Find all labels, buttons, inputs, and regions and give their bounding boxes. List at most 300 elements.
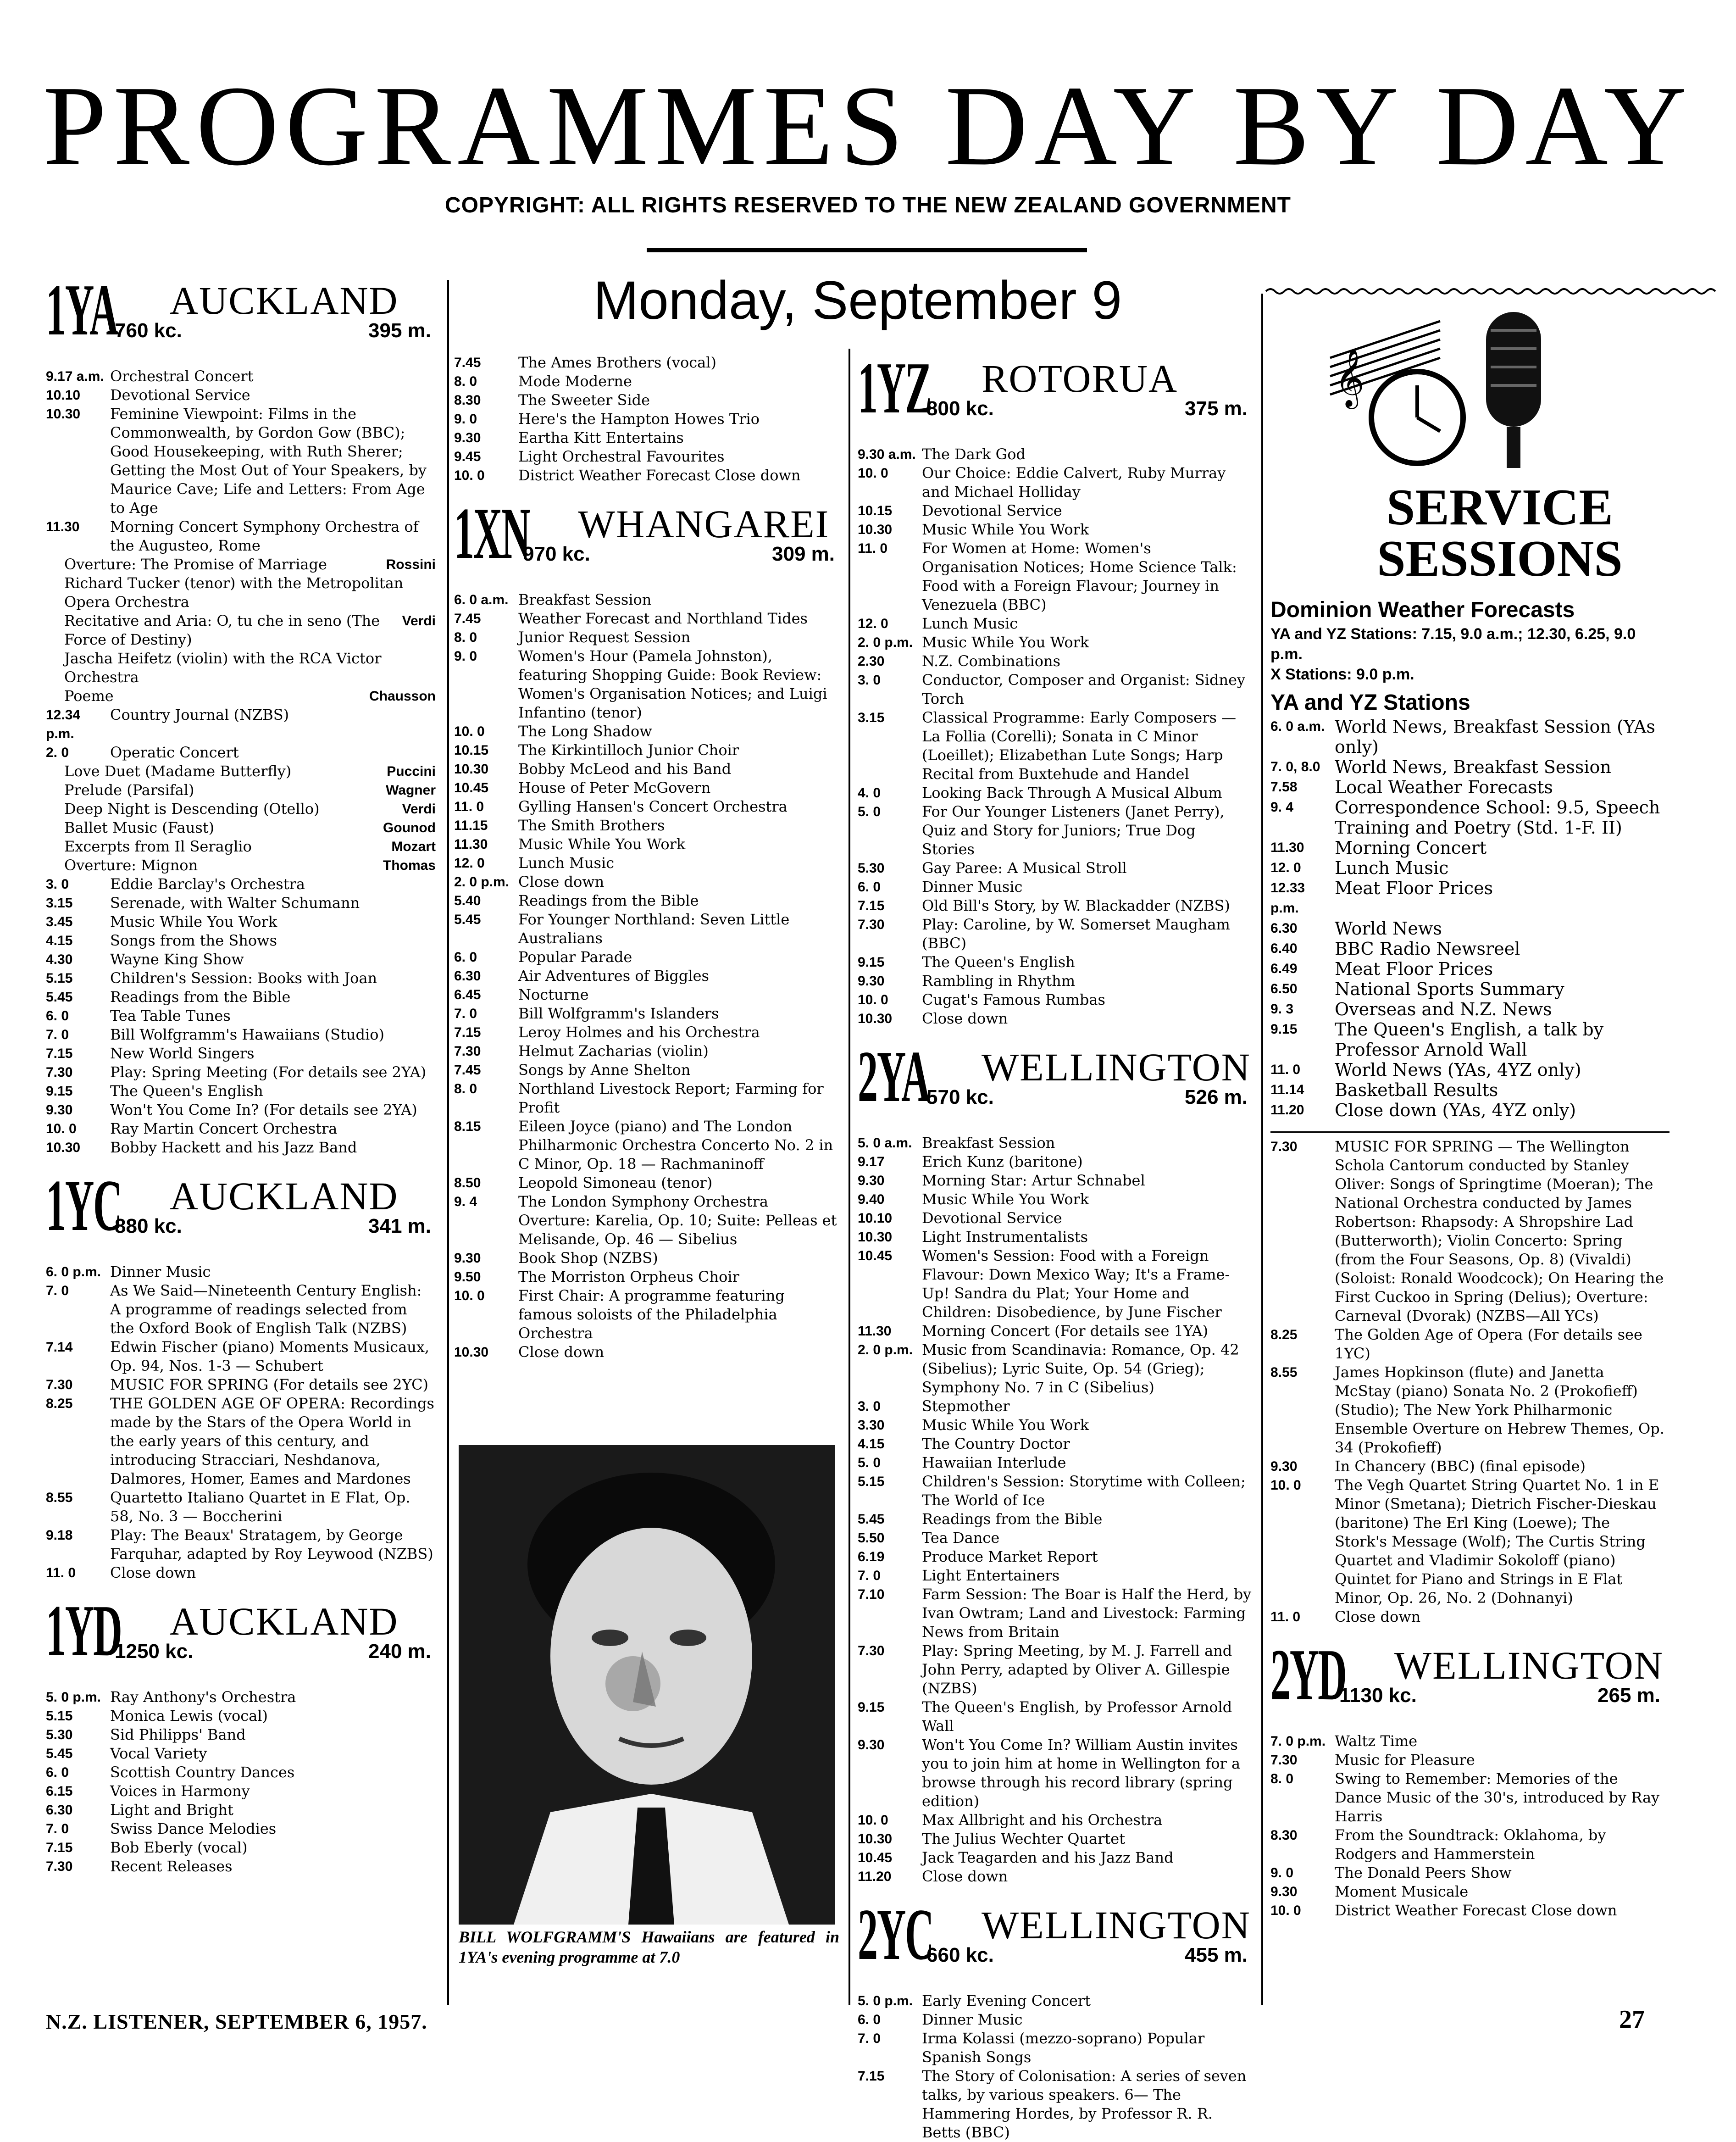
programme-title: House of Peter McGovern — [518, 779, 711, 796]
list-item — [1270, 1457, 1669, 1476]
list-item — [46, 1007, 440, 1025]
list-item — [858, 633, 1257, 652]
programme-time: 9.40 — [858, 1192, 885, 1207]
programme-title: Morning Concert Symphony Orchestra of the Augusteo, Rome — [110, 518, 419, 554]
list-item — [858, 1397, 1257, 1416]
list-item — [858, 1171, 1257, 1190]
programme-time: 10.45 — [454, 780, 489, 796]
programme-title: Looking Back Through A Musical Album — [922, 784, 1222, 801]
programme-title: Sid Philipps' Band — [110, 1726, 246, 1743]
work-title: Recitative and Aria: O, tu che in seno (The Force of Destiny) — [64, 612, 380, 648]
composer: Rossini — [386, 557, 436, 572]
programme-title: Songs from the Shows — [110, 932, 277, 949]
wavelength: 526 m. — [1185, 1086, 1248, 1108]
programme-time: 5.15 — [46, 1708, 73, 1724]
programme-title: Dinner Music — [110, 1263, 211, 1280]
programme-title: World News — [1335, 918, 1442, 939]
frequency: 880 kc. — [115, 1215, 182, 1237]
frequency: 970 kc. — [523, 543, 590, 565]
programme-title: Dinner Music — [922, 878, 1023, 896]
portrait-photo — [459, 1445, 835, 1925]
list-item — [858, 1566, 1257, 1585]
programme-title: Play: Caroline, by W. Somerset Maugham (BBC) — [922, 916, 1230, 952]
programme-title: Play: The Beaux' Stratagem, by George Farquhar, adapted by Roy Leywood (NZBS) — [110, 1526, 433, 1563]
programme-time: 12.33 p.m. — [1270, 880, 1305, 916]
programme-title: Junior Request Session — [518, 629, 691, 646]
call-sign: 1YZ — [858, 347, 931, 428]
programme-time: 2. 0 p.m. — [858, 635, 913, 650]
music-selection — [46, 837, 440, 856]
list-item — [858, 1736, 1257, 1811]
list-item — [46, 931, 440, 950]
programme-title: Early Evening Concert — [922, 1992, 1091, 2009]
programme-time: 6.49 — [1270, 961, 1298, 976]
programme-time: 8.50 — [454, 1175, 481, 1191]
programme-time: 9.30 — [46, 1102, 73, 1118]
programme-title: Devotional Service — [922, 502, 1062, 519]
list-item — [1270, 838, 1669, 858]
programme-title: Book Shop (NZBS) — [518, 1249, 658, 1267]
list-item — [454, 1042, 844, 1061]
list-item — [454, 428, 844, 447]
programme-time: 10. 0 — [858, 992, 888, 1007]
list-item — [858, 990, 1257, 1009]
list-item — [46, 1744, 440, 1763]
work-title: Overture: Mignon — [64, 857, 198, 874]
programme-title: Produce Market Report — [922, 1548, 1098, 1565]
list-item — [858, 1641, 1257, 1698]
programme-title: Moment Musicale — [1335, 1883, 1469, 1900]
list-item — [46, 1725, 440, 1744]
programme-title: Devotional Service — [922, 1209, 1062, 1227]
list-item — [46, 367, 440, 386]
programme-title: Close down (YAs, 4YZ only) — [1335, 1100, 1576, 1120]
programme-title: Close down — [1335, 1608, 1421, 1625]
programme-time: 10. 0 — [454, 1288, 485, 1303]
music-selection — [46, 818, 440, 837]
programme-title: Close down — [922, 1010, 1008, 1027]
list-item — [46, 386, 440, 405]
programme-title: The Julius Wechter Quartet — [922, 1830, 1126, 1847]
programme-time: 6. 0 — [858, 879, 881, 895]
programme-title: The Queen's English, by Professor Arnold Wall — [922, 1698, 1232, 1735]
list-item — [858, 784, 1257, 802]
list-item — [454, 353, 844, 372]
programme-title: Devotional Service — [110, 386, 250, 404]
list-item — [454, 873, 844, 891]
programme-title: Light Orchestral Favourites — [518, 448, 725, 465]
schedule-2ya — [858, 1134, 1257, 1886]
programme-title: Ray Anthony's Orchestra — [110, 1688, 296, 1706]
programme-time: 11.30 — [1270, 840, 1304, 855]
programme-title: The Smith Brothers — [518, 817, 665, 834]
programme-time: 2. 0 — [46, 745, 69, 760]
music-selection — [46, 649, 440, 687]
programme-time: 7. 0, 8.0 — [1270, 759, 1320, 774]
list-item — [858, 896, 1257, 915]
wavelength: 455 m. — [1185, 1944, 1248, 1966]
programme-title: Cugat's Famous Rumbas — [922, 991, 1105, 1008]
programme-time: 10.45 — [858, 1248, 893, 1263]
list-item — [46, 894, 440, 912]
programme-time: 9.15 — [1270, 1022, 1298, 1037]
programme-title: Music While You Work — [922, 1416, 1089, 1434]
list-item — [46, 1101, 440, 1119]
list-item — [46, 1281, 440, 1338]
microphone-clock-icon — [1321, 303, 1578, 473]
list-item — [858, 652, 1257, 671]
list-item — [454, 1343, 844, 1362]
programme-title: Eddie Barclay's Orchestra — [110, 875, 305, 893]
programme-title: The Queen's English — [922, 953, 1075, 971]
list-item — [46, 1526, 440, 1563]
list-item — [46, 1819, 440, 1838]
list-item — [454, 1023, 844, 1042]
list-item — [46, 405, 440, 517]
call-sign: 1YC — [46, 1164, 122, 1246]
list-item — [454, 891, 844, 910]
programme-time: 9.17 a.m. — [46, 369, 104, 384]
list-item — [454, 985, 844, 1004]
list-item — [858, 1453, 1257, 1472]
photo-caption: BILL WOLFGRAMM'S Hawaiians are featured in 1YA's evening programme at 7.0 — [459, 1928, 839, 1966]
work-title: Prelude (Parsifal) — [64, 781, 194, 799]
work-title: Jascha Heifetz (violin) with the RCA Victor Orchestra — [64, 650, 382, 686]
programme-time: 9.30 — [1270, 1884, 1298, 1899]
programme-time: 7. 0 — [858, 1568, 881, 1583]
programme-time: 8.55 — [1270, 1365, 1298, 1380]
music-selection — [46, 856, 440, 875]
programme-time: 7.15 — [46, 1840, 73, 1855]
programme-time: 9.50 — [454, 1269, 481, 1285]
section-rule — [1270, 1131, 1669, 1133]
list-item — [1270, 1864, 1669, 1882]
programme-title: The Long Shadow — [518, 723, 652, 740]
list-item — [454, 948, 844, 967]
programme-title: Lunch Music — [1335, 858, 1449, 878]
programme-time: 12.34 p.m. — [46, 707, 81, 741]
programme-title: Rambling in Rhythm — [922, 972, 1076, 990]
list-item — [454, 609, 844, 628]
programme-time: 9.15 — [46, 1084, 73, 1099]
programme-time: 6. 0 a.m. — [454, 592, 509, 607]
programme-time: 8.25 — [46, 1396, 73, 1411]
programme-time: 2.30 — [858, 654, 885, 669]
list-item — [858, 464, 1257, 501]
programme-title: Conductor, Composer and Organist: Sidney Torch — [922, 671, 1246, 707]
programme-title: The London Symphony Orchestra Overture: Karelia, Op. 10; Suite: Pelleas et Melisande, Op. 46 — Sibelius — [518, 1193, 837, 1248]
programme-title: Stepmother — [922, 1397, 1010, 1415]
list-item — [454, 1079, 844, 1117]
list-item — [858, 1246, 1257, 1322]
programme-time: 9. 4 — [1270, 800, 1294, 815]
programme-time: 7.30 — [858, 917, 885, 932]
schedule-2yc — [858, 1992, 1257, 2142]
programme-title: Local Weather Forecasts — [1335, 777, 1553, 797]
svg-text:𝄞: 𝄞 — [1335, 348, 1365, 406]
programme-title: Won't You Come In? William Austin invites you to join him at home in Wellington for a browse through his record library (spring edition) — [922, 1736, 1241, 1810]
programme-title: World News, Breakfast Session (YAs only) — [1335, 717, 1655, 757]
list-item — [46, 706, 440, 743]
composer: Verdi — [402, 613, 436, 629]
composer: Puccini — [387, 764, 436, 779]
programme-title: Readings from the Bible — [110, 988, 291, 1006]
wavelength: 375 m. — [1185, 397, 1248, 420]
list-item — [858, 1510, 1257, 1529]
programme-time: 11.14 — [1270, 1082, 1304, 1097]
column-3 — [858, 347, 1257, 2141]
programme-time: 11. 0 — [46, 1565, 76, 1580]
service-sessions-heading — [1335, 479, 1665, 587]
list-item — [858, 1472, 1257, 1510]
list-item — [454, 816, 844, 835]
programme-title: Irma Kolassi (mezzo-soprano) Popular Spanish Songs — [922, 2030, 1205, 2066]
programme-time: 9.15 — [858, 1700, 885, 1715]
list-item — [858, 445, 1257, 464]
list-item — [454, 1192, 844, 1249]
list-item — [454, 447, 844, 466]
programme-time: 7.30 — [1270, 1753, 1298, 1768]
programme-time: 8. 0 — [454, 630, 477, 645]
frequency: 1130 kc. — [1339, 1684, 1417, 1707]
programme-time: 8. 0 — [1270, 1771, 1294, 1786]
programme-title: Helmut Zacharias (violin) — [518, 1042, 709, 1060]
list-item — [1270, 1901, 1669, 1920]
programme-title: Gylling Hansen's Concert Orchestra — [518, 798, 788, 815]
list-item — [46, 743, 440, 762]
programme-title: The Kirkintilloch Junior Choir — [518, 741, 739, 759]
programme-title: District Weather Forecast Close down — [1335, 1902, 1617, 1919]
list-item — [858, 1848, 1257, 1867]
frequency: 760 kc. — [115, 319, 182, 342]
programme-time: 7.15 — [454, 1025, 481, 1040]
column-1 — [46, 269, 440, 2000]
programme-time: 5.45 — [858, 1512, 885, 1527]
programme-title: Tea Dance — [922, 1529, 1000, 1547]
dominion-forecasts-x: X Stations: 9.0 p.m. — [1270, 666, 1414, 683]
programme-title: Gay Paree: A Musical Stroll — [922, 859, 1127, 877]
programme-title: Country Journal (NZBS) — [110, 706, 289, 723]
programme-time: 5. 0 a.m. — [858, 1135, 912, 1151]
list-item — [46, 1044, 440, 1063]
programme-time: 11. 0 — [858, 541, 888, 556]
list-item — [46, 1025, 440, 1044]
call-sign: 1XN — [454, 492, 530, 574]
programme-time: 11. 0 — [454, 799, 484, 814]
programme-title: James Hopkinson (flute) and Janetta McStay (piano) Sonata No. 2 (Prokofieff) (Studio); The New York Philharmonic Ensemble Overture on Hebrew Themes, Op. 34 (Prokofieff) — [1335, 1363, 1664, 1456]
programme-time: 7. 0 — [858, 2031, 881, 2046]
list-item — [46, 1263, 440, 1281]
city-name: WELLINGTON — [982, 1903, 1251, 1947]
station-header-1yz — [858, 347, 1257, 440]
programme-time: 12. 0 — [858, 616, 888, 631]
programme-time: 6.30 — [46, 1803, 73, 1818]
programme-time: 6. 0 — [858, 2012, 881, 2027]
programme-time: 9.30 — [858, 1737, 885, 1753]
list-item — [1270, 1882, 1669, 1901]
list-item — [1270, 777, 1669, 797]
programme-time: 10.30 — [46, 1140, 81, 1155]
programme-time: 7.30 — [454, 1044, 481, 1059]
programme-title: Voices in Harmony — [110, 1782, 250, 1800]
work-title: Deep Night is Descending (Otello) — [64, 800, 320, 818]
list-item — [454, 1174, 844, 1192]
call-sign: 2YA — [858, 1035, 930, 1117]
schedule-1ya-b — [46, 706, 440, 762]
list-item — [1270, 878, 1669, 918]
programme-title: Swing to Remember: Memories of the Dance Music of the 30's, introduced by Ray Harris — [1335, 1770, 1660, 1825]
wavelength: 395 m. — [368, 319, 431, 342]
programme-time: 8.55 — [46, 1490, 73, 1505]
list-item — [46, 1338, 440, 1375]
programme-title: National Sports Summary — [1335, 979, 1564, 999]
city-name: AUCKLAND — [170, 1174, 399, 1218]
programme-time: 6.30 — [454, 968, 481, 984]
programme-title: Leroy Holmes and his Orchestra — [518, 1024, 760, 1041]
schedule-1ya-c — [46, 875, 440, 1157]
programme-time: 8.30 — [1270, 1828, 1298, 1843]
list-item — [858, 1867, 1257, 1886]
list-item — [858, 1322, 1257, 1341]
programme-time: 5.40 — [454, 893, 481, 908]
programme-title: BBC Radio Newsreel — [1335, 939, 1520, 959]
list-item — [46, 950, 440, 969]
composer: Mozart — [391, 839, 436, 854]
programme-time: 7.30 — [1270, 1139, 1298, 1154]
programme-time: 10.30 — [46, 406, 81, 422]
programme-title: Basketball Results — [1335, 1080, 1498, 1100]
list-item — [858, 859, 1257, 878]
list-item — [1270, 918, 1669, 939]
list-item — [858, 1435, 1257, 1453]
list-item — [46, 1488, 440, 1526]
list-item — [454, 1249, 844, 1268]
list-item — [1270, 1100, 1669, 1120]
list-item — [858, 953, 1257, 972]
city-name: WELLINGTON — [1394, 1643, 1664, 1687]
programme-title: Here's the Hampton Howes Trio — [518, 410, 760, 428]
programme-time: 2. 0 p.m. — [858, 1342, 913, 1358]
programme-title: Vocal Variety — [110, 1745, 207, 1762]
schedule-1xn — [454, 590, 844, 1362]
list-item — [858, 539, 1257, 614]
list-item — [46, 1801, 440, 1819]
programme-title: Bobby Hackett and his Jazz Band — [110, 1139, 357, 1156]
programme-title: Meat Floor Prices — [1335, 959, 1493, 979]
programme-title: Morning Concert (For details see 1YA) — [922, 1322, 1209, 1340]
programme-time: 5. 0 p.m. — [858, 1993, 913, 2008]
programme-title: Mode Moderne — [518, 373, 632, 390]
programme-time: 7.10 — [858, 1587, 885, 1602]
list-item — [858, 1416, 1257, 1435]
programme-time: 7.14 — [46, 1340, 73, 1355]
list-item — [858, 1830, 1257, 1848]
programme-time: 5.45 — [46, 990, 73, 1005]
work-title: Poeme — [64, 687, 114, 705]
programme-title: Farm Session: The Boar is Half the Herd, by Ivan Owtram; Land and Livestock: Farming News from Britain — [922, 1586, 1252, 1641]
city-name: ROTORUA — [982, 356, 1178, 401]
programme-time: 3. 0 — [858, 1399, 881, 1414]
programme-time: 8. 0 — [454, 374, 477, 389]
programme-time: 7. 0 — [46, 1821, 69, 1836]
list-item — [454, 760, 844, 779]
programme-title: Readings from the Bible — [518, 892, 699, 909]
programme-title: Music While You Work — [922, 521, 1089, 538]
list-item — [858, 2010, 1257, 2029]
programme-title: THE GOLDEN AGE OF OPERA: Recordings made by the Stars of the Opera World in the early years of this century, and introducing Stracciari, Neshdanova, Dalmores, Homer, Eames and Mardones — [110, 1395, 434, 1487]
programme-title: Eileen Joyce (piano) and The London Philharmonic Orchestra Concerto No. 2 in C Minor, Op. 18 — Rachmaninoff — [518, 1118, 833, 1173]
programme-time: 3.15 — [46, 896, 73, 911]
programme-title: Waltz Time — [1335, 1732, 1418, 1750]
music-selection — [46, 781, 440, 800]
programme-time: 9. 4 — [454, 1194, 477, 1209]
programme-time: 10.15 — [454, 743, 489, 758]
header-rule — [647, 248, 1087, 252]
programme-title: MUSIC FOR SPRING — The Wellington Schola Cantorum conducted by Stanley Oliver: Songs of Springtime (Moeran); The National Orchestra conducted by James Robertson: Rhapsody: A Shropshire Lad (Butterworth); Violin Concerto: Spring (from the Four Seasons, Op. 8) (Vivaldi) (Soloist: Ronald Woodcock); On Hearing the First Cuckoo in Spring (Delius); Overture: Carneval (Dvorak) (NZBS—All YCs) — [1335, 1138, 1664, 1324]
list-item — [46, 1063, 440, 1082]
programme-time: 8.25 — [1270, 1327, 1298, 1342]
composer: Verdi — [402, 801, 436, 817]
programme-title: Scottish Country Dances — [110, 1764, 295, 1781]
programme-title: The Dark God — [922, 445, 1026, 463]
programme-time: 11. 0 — [1270, 1609, 1301, 1625]
programme-title: Light Instrumentalists — [922, 1228, 1088, 1246]
list-item — [858, 708, 1257, 784]
programme-time: 3.30 — [858, 1418, 885, 1433]
music-selection — [46, 762, 440, 781]
programme-time: 11.30 — [858, 1324, 892, 1339]
list-item — [454, 722, 844, 741]
list-item — [858, 1134, 1257, 1152]
programme-title: Tea Table Tunes — [110, 1007, 231, 1024]
programme-title: The Sweeter Side — [518, 391, 650, 409]
list-item — [46, 1138, 440, 1157]
programme-title: Overseas and N.Z. News — [1335, 999, 1552, 1019]
list-item — [1270, 1363, 1669, 1457]
list-item — [454, 910, 844, 948]
city-name: AUCKLAND — [170, 278, 399, 323]
programme-time: 7. 0 — [46, 1283, 69, 1298]
programme-time: 10. 0 — [858, 1813, 888, 1828]
footer-publication: N.Z. LISTENER, SEPTEMBER 6, 1957. — [46, 2010, 427, 2033]
programme-time: 7.15 — [858, 2069, 885, 2084]
music-selection — [46, 574, 440, 612]
programme-title: As We Said—Nineteenth Century English: A programme of readings selected from the Oxford Book of English Talk (NZBS) — [110, 1282, 422, 1337]
programme-time: 4.15 — [858, 1436, 885, 1452]
composer: Thomas — [383, 858, 436, 873]
programme-time: 9.17 — [858, 1154, 885, 1169]
list-item — [858, 614, 1257, 633]
copyright-line: COPYRIGHT: ALL RIGHTS RESERVED TO THE NEW ZEALAND GOVERNMENT — [445, 193, 1291, 217]
programme-time: 10.30 — [454, 762, 489, 777]
programme-title: Readings from the Bible — [922, 1510, 1103, 1528]
programme-time: 8.15 — [454, 1119, 481, 1134]
station-header-1xn — [454, 492, 844, 586]
list-item — [1270, 757, 1669, 777]
list-item — [1270, 1060, 1669, 1080]
programme-time: 10.30 — [858, 522, 893, 537]
list-item — [46, 1782, 440, 1801]
list-item — [1270, 1732, 1669, 1751]
list-item — [1270, 797, 1669, 838]
service-title-line-1: SERVICE — [1387, 479, 1613, 536]
ya-yz-heading: YA and YZ Stations — [1270, 690, 1470, 715]
list-item — [454, 1117, 844, 1174]
programme-time: 6. 0 a.m. — [1270, 719, 1325, 734]
programme-title: Edwin Fischer (piano) Moments Musicaux, Op. 94, Nos. 1-3 — Schubert — [110, 1338, 430, 1374]
programme-time: 5.45 — [454, 912, 481, 927]
programme-time: 11.30 — [454, 837, 488, 852]
